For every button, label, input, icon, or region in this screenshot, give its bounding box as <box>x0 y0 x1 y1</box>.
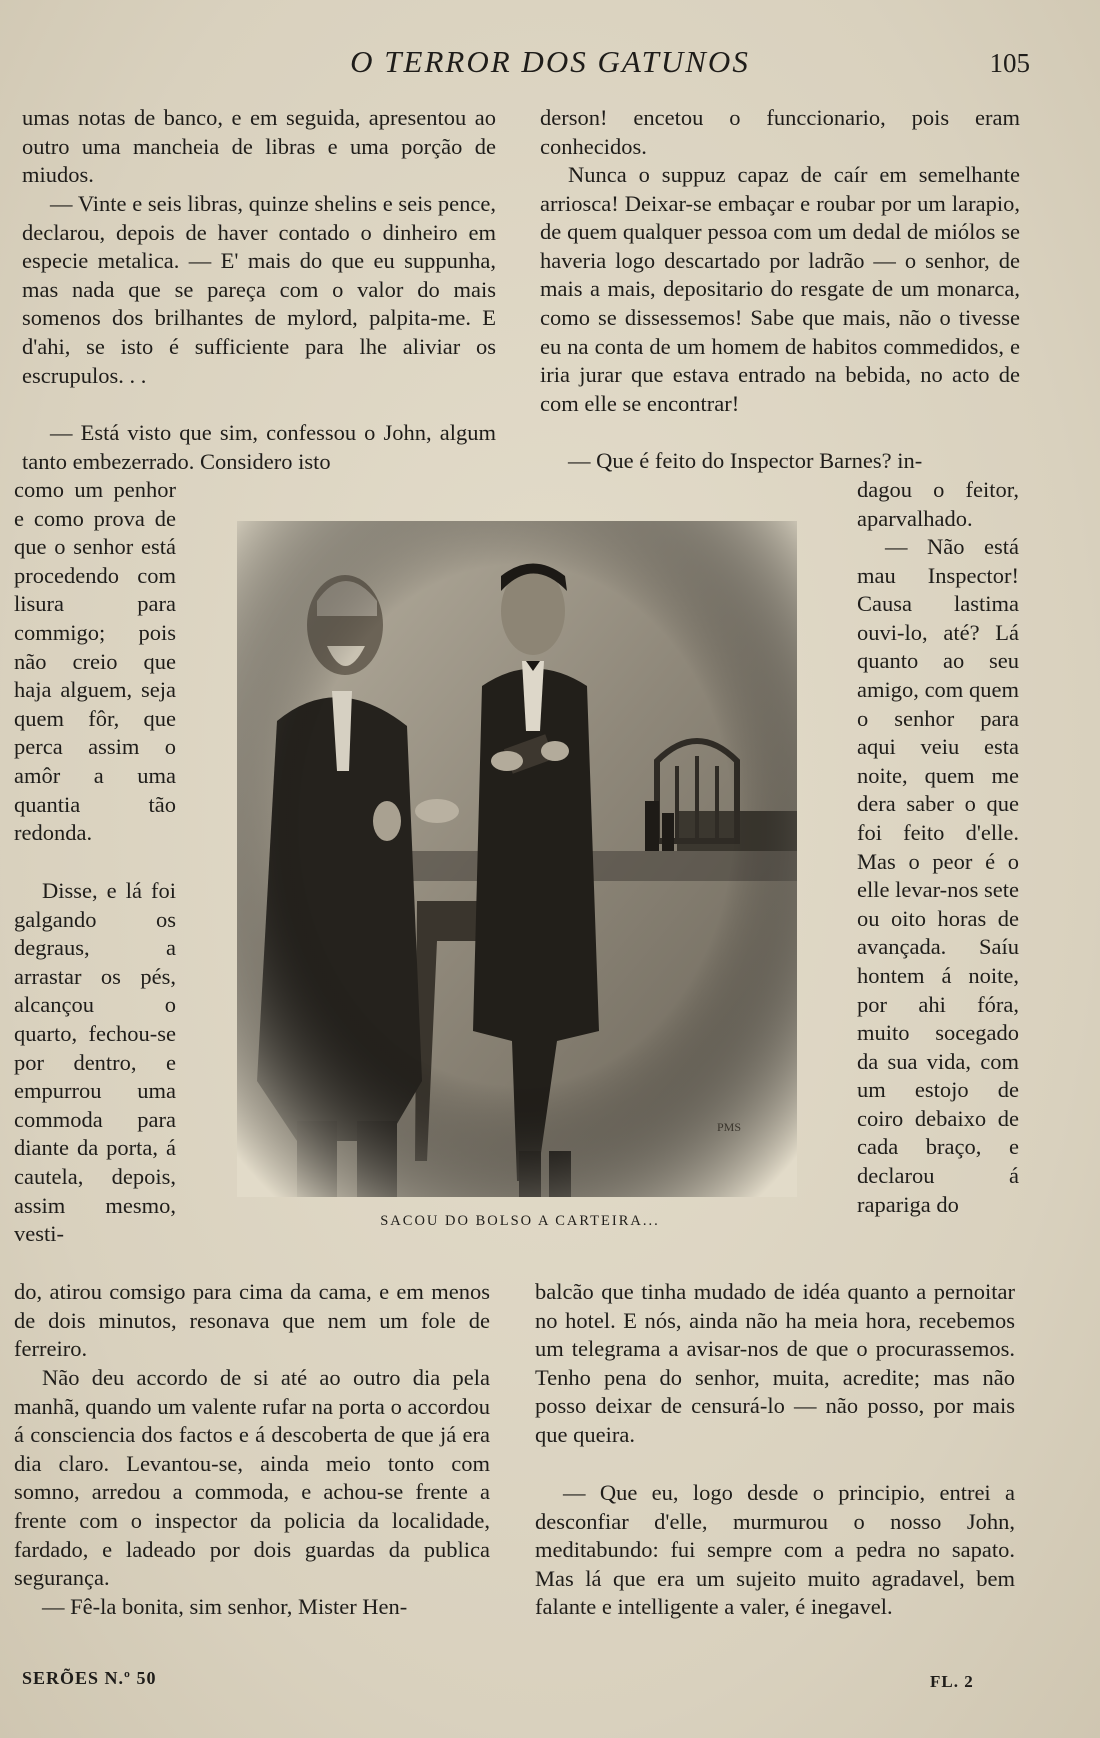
running-title: O TERROR DOS GATUNOS <box>350 44 750 79</box>
right-paragraph-3-narrow: dagou o feitor, aparvalhado. <box>857 477 1019 531</box>
left-paragraph-5: Não deu accordo de si até ao outro dia pela manhã, quando um valente rufar na porta o accordou á consciencia dos factos e á descoberta de que já era dia claro. Levantou-se, ainda meio tonto com somno, arredou a commoda, e achou-se frente a frente com o inspector da policia da localidade, fardado, e ladeado por dois guardas da publica segurança. <box>14 1365 490 1591</box>
right-paragraph-4-full: balcão que tinha mudado de idéa quanto a pernoitar no hotel. E nós, ainda não ha meia hora, recebemos um telegrama a avisar-nos de que o procurassemos. Tenho pena do senhor, muita, acredite; mas não posso deixar de censurá-lo — não posso, por mais que queira. <box>535 1279 1015 1447</box>
illustration-drawing <box>237 521 797 1197</box>
left-paragraph-1: umas notas de banco, e em seguida, apresentou ao outro uma mancheia de libras e uma porção de miudos. <box>22 105 496 188</box>
footer-sheet-number: FL. 2 <box>930 1672 974 1691</box>
right-paragraph-1: derson! encetou o funccionario, pois eram conhecidos. <box>540 105 1020 159</box>
left-paragraph-2: — Vinte e seis libras, quinze shelins e seis pence, declarou, depois de haver contado o dinheiro em especie metalica. — E' mais do que eu suppunha, mas nada que se pareça com o valor do mais somenos dos brilhantes de mylord, palpita-me. E d'ahi, se isto é sufficiente para lhe aliviar os escrupulos. . . <box>22 191 496 388</box>
page-number: 105 <box>989 48 1030 78</box>
illustration-caption: SACOU DO BOLSO A CARTEIRA... <box>380 1213 660 1229</box>
footer-issue-number: SERÕES N.º 50 <box>22 1668 157 1688</box>
right-paragraph-4-narrow: — Não está mau Inspector! Causa lastima ouvi-lo, até? Lá quanto ao seu amigo, com quem o senhor para aqui veiu esta noite, quem me dera saber o que foi feito d'elle. Mas o peor é o elle levar-nos sete ou oito horas de avançada. Saíu hontem á noite, por ahi fóra, muito socegado da sua vida, com um estojo de coiro debaixo de cada braço, e declarou á rapariga do <box>857 534 1019 1217</box>
illustrator-signature: PMS <box>717 1120 742 1134</box>
left-paragraph-6: — Fê-la bonita, sim senhor, Mister Hen- <box>42 1594 408 1619</box>
illustration <box>237 521 797 1197</box>
left-paragraph-4-narrow: Disse, e lá foi galgando os degraus, a arrastar os pés, alcançou o quarto, fechou-se por dentro, e empurrou uma commoda para diante da porta, á cautela, depois, assim mesmo, vesti- <box>14 878 176 1247</box>
left-paragraph-4-full: do, atirou comsigo para cima da cama, e em menos de dois minutos, resonava que nem um fole de ferreiro. <box>14 1279 490 1362</box>
right-paragraph-5: — Que eu, logo desde o principio, entrei a desconfiar d'elle, murmurou o nosso John, meditabundo: fui sempre com a pedra no sapato. Mas lá que era um sujeito muito agradavel, bem falante e intelligente a valer, é inegavel. <box>535 1480 1015 1620</box>
right-paragraph-3-full: — Que é feito do Inspector Barnes? in- <box>568 448 923 473</box>
right-paragraph-2: Nunca o suppuz capaz de caír em semelhante arriosca! Deixar-se embaçar e roubar por um larapio, de quem qualquer pessoa com um dedal de miólos se haveria logo descartado por ladrão — o senhor, de mais a mais, depositario do resgate de um monarca, como se dissessemos! Sabe que mais, não o tivesse eu na conta de um homem de habitos commedidos, e iria jurar que estava entrado na bebida, no acto de com elle se encontrar! <box>540 162 1020 416</box>
left-paragraph-3-full: — Está visto que sim, confessou o John, algum tanto embezerrado. Considero isto <box>22 420 496 474</box>
left-paragraph-3-narrow: como um penhor e como prova de que o senhor está procedendo com lisura para commigo; pois não creio que haja alguem, seja quem fôr, que perca assim o amôr a uma quantia tão redonda. <box>14 477 176 846</box>
